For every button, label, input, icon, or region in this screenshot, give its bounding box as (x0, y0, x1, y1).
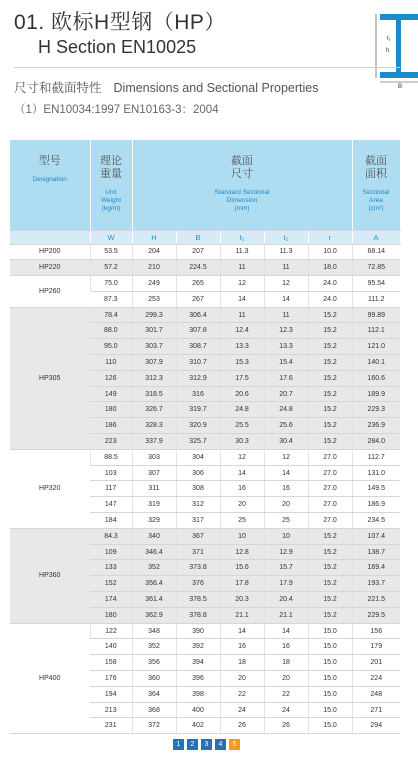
value-cell: 207 (176, 244, 220, 260)
value-cell: 95.0 (90, 339, 132, 355)
value-cell: 390 (176, 623, 220, 639)
value-cell: 14 (220, 465, 264, 481)
designation-cell: HP320 (10, 449, 90, 528)
value-cell: 326.7 (132, 402, 176, 418)
page-title: 01. 欧标H型钢（HP） (14, 11, 226, 34)
value-cell: 15.0 (308, 686, 352, 702)
value-cell: 301.7 (132, 323, 176, 339)
value-cell: 15.2 (308, 323, 352, 339)
value-cell: 267 (176, 291, 220, 307)
value-cell: 304 (176, 449, 220, 465)
value-cell: 371 (176, 544, 220, 560)
value-cell: 11 (220, 307, 264, 323)
value-cell: 271 (352, 702, 400, 718)
value-cell: 12.3 (264, 323, 308, 339)
value-cell: 311 (132, 481, 176, 497)
value-cell: 284.0 (352, 434, 400, 450)
value-cell: 303.7 (132, 339, 176, 355)
value-cell: 20.6 (220, 386, 264, 402)
value-cell: 14 (264, 623, 308, 639)
value-cell: 15.2 (308, 607, 352, 623)
dimensions-table-wrapper (10, 140, 400, 734)
value-cell: 17.6 (264, 370, 308, 386)
value-cell: 20 (264, 671, 308, 687)
value-cell: 392 (176, 639, 220, 655)
value-cell: 299.3 (132, 307, 176, 323)
value-cell: 24.0 (308, 291, 352, 307)
value-cell: 20 (220, 497, 264, 513)
value-cell: 236.9 (352, 418, 400, 434)
value-cell: 340 (132, 528, 176, 544)
value-cell: 72.85 (352, 260, 400, 276)
value-cell: 329 (132, 513, 176, 529)
value-cell: 27.0 (308, 449, 352, 465)
standard-reference: （1）EN10034:1997 EN10163-3：2004 (14, 104, 219, 116)
table-row (10, 244, 400, 260)
page-button-1[interactable]: 1 (173, 739, 184, 750)
value-cell: 149 (90, 386, 132, 402)
value-cell: 15.2 (308, 307, 352, 323)
table-row (10, 449, 400, 465)
value-cell: 15.7 (264, 560, 308, 576)
table-row (10, 307, 400, 323)
value-cell: 24.8 (264, 402, 308, 418)
title-block (14, 10, 226, 58)
header-weight: 理论 重量 Unit Weight (kg/m) (90, 140, 132, 230)
page-button-3[interactable]: 3 (201, 739, 212, 750)
value-cell: 249 (132, 276, 176, 292)
value-cell: 22 (220, 686, 264, 702)
value-cell: 253 (132, 291, 176, 307)
value-cell: 15.6 (220, 560, 264, 576)
value-cell: 213 (90, 702, 132, 718)
value-cell: 15.3 (220, 355, 264, 371)
value-cell: 24.0 (308, 276, 352, 292)
value-cell: 15.0 (308, 671, 352, 687)
value-cell: 27.0 (308, 465, 352, 481)
value-cell: 11 (264, 260, 308, 276)
value-cell: 117 (90, 481, 132, 497)
symbol-cell: t₁ (220, 230, 264, 244)
value-cell: 372 (132, 718, 176, 734)
h-beam-diagram-icon (374, 8, 418, 90)
value-cell: 316 (176, 386, 220, 402)
value-cell: 15.2 (308, 576, 352, 592)
value-cell: 14 (264, 291, 308, 307)
symbol-cell: B (176, 230, 220, 244)
value-cell: 126 (90, 370, 132, 386)
value-cell: 14 (220, 291, 264, 307)
value-cell: 193.7 (352, 576, 400, 592)
value-cell: 376 (176, 576, 220, 592)
value-cell: 11.3 (264, 244, 308, 260)
value-cell: 18 (220, 655, 264, 671)
value-cell: 11 (220, 260, 264, 276)
value-cell: 103 (90, 465, 132, 481)
designation-cell: HP260 (10, 276, 90, 308)
subtitle-cn: 尺寸和截面特性 (14, 81, 102, 95)
value-cell: 15.0 (308, 623, 352, 639)
value-cell: 15.0 (308, 702, 352, 718)
value-cell: 234.5 (352, 513, 400, 529)
value-cell: 265 (176, 276, 220, 292)
page-title-en: H Section EN10025 (38, 37, 197, 57)
value-cell: 15.2 (308, 528, 352, 544)
value-cell: 325.7 (176, 434, 220, 450)
value-cell: 12.8 (220, 544, 264, 560)
value-cell: 303 (132, 449, 176, 465)
diagram-label-t1: t₁ (387, 36, 391, 42)
value-cell: 16 (264, 639, 308, 655)
value-cell: 20 (264, 497, 308, 513)
value-cell: 378.5 (176, 592, 220, 608)
value-cell: 15.2 (308, 386, 352, 402)
value-cell: 229.5 (352, 607, 400, 623)
value-cell: 352 (132, 560, 176, 576)
value-cell: 149.5 (352, 481, 400, 497)
designation-cell: HP360 (10, 528, 90, 623)
value-cell: 361.4 (132, 592, 176, 608)
value-cell: 308.7 (176, 339, 220, 355)
value-cell: 20.4 (264, 592, 308, 608)
value-cell: 346.4 (132, 544, 176, 560)
value-cell: 53.5 (90, 244, 132, 260)
value-cell: 319 (132, 497, 176, 513)
value-cell: 25 (220, 513, 264, 529)
value-cell: 121.0 (352, 339, 400, 355)
value-cell: 394 (176, 655, 220, 671)
value-cell: 400 (176, 702, 220, 718)
value-cell: 68.14 (352, 244, 400, 260)
subtitle-en: Dimensions and Sectional Properties (113, 81, 319, 95)
value-cell: 78.4 (90, 307, 132, 323)
value-cell: 352 (132, 639, 176, 655)
value-cell: 221.5 (352, 592, 400, 608)
value-cell: 307.9 (132, 355, 176, 371)
value-cell: 15.2 (308, 339, 352, 355)
value-cell: 25.6 (264, 418, 308, 434)
value-cell: 15.0 (308, 655, 352, 671)
value-cell: 88.5 (90, 449, 132, 465)
value-cell: 26 (220, 718, 264, 734)
page-button-2[interactable]: 2 (187, 739, 198, 750)
value-cell: 318.5 (132, 386, 176, 402)
value-cell: 138.7 (352, 544, 400, 560)
value-cell: 189.9 (352, 386, 400, 402)
value-cell: 176 (90, 671, 132, 687)
value-cell: 24 (220, 702, 264, 718)
value-cell: 186 (90, 418, 132, 434)
value-cell: 16 (220, 639, 264, 655)
value-cell: 26 (264, 718, 308, 734)
value-cell: 24 (264, 702, 308, 718)
value-cell: 367 (176, 528, 220, 544)
value-cell: 13.3 (264, 339, 308, 355)
header-designation: 型号 Designation (10, 140, 90, 230)
value-cell: 15.2 (308, 402, 352, 418)
value-cell: 310.7 (176, 355, 220, 371)
value-cell: 15.0 (308, 639, 352, 655)
value-cell: 12 (220, 276, 264, 292)
value-cell: 25.5 (220, 418, 264, 434)
value-cell: 378.8 (176, 607, 220, 623)
dimensions-table (10, 140, 401, 734)
value-cell: 210 (132, 260, 176, 276)
value-cell: 294 (352, 718, 400, 734)
value-cell: 17.9 (264, 576, 308, 592)
value-cell: 17.5 (220, 370, 264, 386)
value-cell: 184 (90, 513, 132, 529)
value-cell: 109 (90, 544, 132, 560)
value-cell: 110 (90, 355, 132, 371)
value-cell: 229.3 (352, 402, 400, 418)
value-cell: 99.89 (352, 307, 400, 323)
value-cell: 169.4 (352, 560, 400, 576)
value-cell: 95.54 (352, 276, 400, 292)
value-cell: 16 (220, 481, 264, 497)
value-cell: 337.9 (132, 434, 176, 450)
value-cell: 12 (264, 449, 308, 465)
value-cell: 15.2 (308, 544, 352, 560)
value-cell: 319.7 (176, 402, 220, 418)
value-cell: 17.8 (220, 576, 264, 592)
table-body (10, 244, 400, 734)
value-cell: 13.3 (220, 339, 264, 355)
value-cell: 224.5 (176, 260, 220, 276)
value-cell: 22 (264, 686, 308, 702)
value-cell: 112.1 (352, 323, 400, 339)
value-cell: 12.4 (220, 323, 264, 339)
section-subtitle (14, 78, 318, 96)
value-cell: 11.3 (220, 244, 264, 260)
header-dimension: 截面 尺寸 Standard Sectional Dimension (mm) (132, 140, 352, 230)
value-cell: 15.2 (308, 370, 352, 386)
value-cell: 356.4 (132, 576, 176, 592)
header-area: 截面 面积 Sectional Area (cm²) (352, 140, 400, 230)
value-cell: 308 (176, 481, 220, 497)
value-cell: 356 (132, 655, 176, 671)
value-cell: 158 (90, 655, 132, 671)
value-cell: 57.2 (90, 260, 132, 276)
value-cell: 15.0 (308, 718, 352, 734)
value-cell: 15.2 (308, 418, 352, 434)
value-cell: 201 (352, 655, 400, 671)
value-cell: 396 (176, 671, 220, 687)
value-cell: 204 (132, 244, 176, 260)
value-cell: 402 (176, 718, 220, 734)
value-cell: 312 (176, 497, 220, 513)
symbol-cell: A (352, 230, 400, 244)
value-cell: 20.3 (220, 592, 264, 608)
value-cell: 186.9 (352, 497, 400, 513)
value-cell: 147 (90, 497, 132, 513)
table-row (10, 276, 400, 292)
value-cell: 312.3 (132, 370, 176, 386)
value-cell: 24.8 (220, 402, 264, 418)
value-cell: 10.0 (308, 244, 352, 260)
symbol-cell: r (308, 230, 352, 244)
value-cell: 27.0 (308, 497, 352, 513)
table-symbol-row (10, 230, 400, 244)
table-header-row (10, 140, 400, 230)
value-cell: 84.3 (90, 528, 132, 544)
value-cell: 15.2 (308, 592, 352, 608)
value-cell: 320.9 (176, 418, 220, 434)
symbol-blank (10, 230, 90, 244)
value-cell: 12.9 (264, 544, 308, 560)
value-cell: 140.1 (352, 355, 400, 371)
value-cell: 27.0 (308, 481, 352, 497)
value-cell: 360 (132, 671, 176, 687)
value-cell: 18 (264, 655, 308, 671)
value-cell: 30.4 (264, 434, 308, 450)
value-cell: 15.2 (308, 560, 352, 576)
value-cell: 362.9 (132, 607, 176, 623)
value-cell: 27.0 (308, 513, 352, 529)
page-button-4[interactable]: 4 (215, 739, 226, 750)
value-cell: 21.1 (264, 607, 308, 623)
page-button-5[interactable]: 5 (229, 739, 240, 750)
value-cell: 87.3 (90, 291, 132, 307)
diagram-label-h: h (386, 48, 390, 54)
symbol-cell: H (132, 230, 176, 244)
value-cell: 16 (264, 481, 308, 497)
value-cell: 21.1 (220, 607, 264, 623)
value-cell: 179 (352, 639, 400, 655)
value-cell: 111.2 (352, 291, 400, 307)
value-cell: 194 (90, 686, 132, 702)
value-cell: 307 (132, 465, 176, 481)
value-cell: 14 (264, 465, 308, 481)
symbol-cell: t₂ (264, 230, 308, 244)
value-cell: 14 (220, 623, 264, 639)
value-cell: 174 (90, 592, 132, 608)
designation-cell: HP305 (10, 307, 90, 449)
value-cell: 15.2 (308, 355, 352, 371)
value-cell: 10 (220, 528, 264, 544)
value-cell: 88.0 (90, 323, 132, 339)
value-cell: 223 (90, 434, 132, 450)
value-cell: 364 (132, 686, 176, 702)
value-cell: 306.4 (176, 307, 220, 323)
value-cell: 368 (132, 702, 176, 718)
value-cell: 112.7 (352, 449, 400, 465)
diagram-label-b: B (398, 84, 403, 90)
designation-cell: HP220 (10, 260, 90, 276)
value-cell: 317 (176, 513, 220, 529)
value-cell: 18.0 (308, 260, 352, 276)
value-cell: 180 (90, 402, 132, 418)
symbol-cell: W (90, 230, 132, 244)
value-cell: 11 (264, 307, 308, 323)
value-cell: 30.3 (220, 434, 264, 450)
value-cell: 152 (90, 576, 132, 592)
value-cell: 248 (352, 686, 400, 702)
value-cell: 15.2 (308, 434, 352, 450)
value-cell: 15.4 (264, 355, 308, 371)
value-cell: 12 (264, 276, 308, 292)
value-cell: 328.3 (132, 418, 176, 434)
value-cell: 224 (352, 671, 400, 687)
table-row (10, 260, 400, 276)
table-row (10, 623, 400, 639)
value-cell: 156 (352, 623, 400, 639)
value-cell: 25 (264, 513, 308, 529)
value-cell: 133 (90, 560, 132, 576)
value-cell: 131.0 (352, 465, 400, 481)
pagination (173, 739, 240, 753)
value-cell: 107.4 (352, 528, 400, 544)
value-cell: 398 (176, 686, 220, 702)
value-cell: 180 (90, 607, 132, 623)
value-cell: 20.7 (264, 386, 308, 402)
designation-cell: HP400 (10, 623, 90, 734)
designation-cell: HP200 (10, 244, 90, 260)
value-cell: 10 (264, 528, 308, 544)
value-cell: 20 (220, 671, 264, 687)
title-divider (14, 67, 400, 68)
value-cell: 373.8 (176, 560, 220, 576)
value-cell: 12 (220, 449, 264, 465)
table-row (10, 528, 400, 544)
value-cell: 140 (90, 639, 132, 655)
value-cell: 312.9 (176, 370, 220, 386)
value-cell: 348 (132, 623, 176, 639)
value-cell: 160.6 (352, 370, 400, 386)
value-cell: 122 (90, 623, 132, 639)
value-cell: 306 (176, 465, 220, 481)
value-cell: 307.8 (176, 323, 220, 339)
value-cell: 231 (90, 718, 132, 734)
value-cell: 75.0 (90, 276, 132, 292)
